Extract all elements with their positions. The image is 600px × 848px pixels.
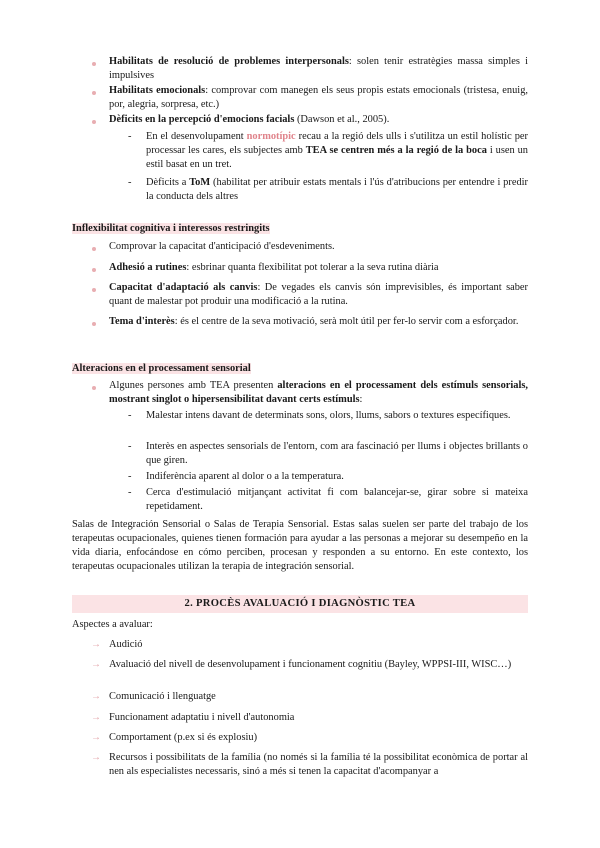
sub-item-text: i usen un estil basat en un tret. bbox=[146, 145, 528, 170]
sub-item-text: Cerca d'estimulació mitjançant activitat fi com balancejar-se, girar sobre si mateixa repetidament. bbox=[146, 487, 528, 512]
sub-list-item bbox=[146, 176, 528, 204]
bullet-icon bbox=[92, 288, 96, 292]
sub-list-item bbox=[146, 470, 528, 484]
sub-list-item bbox=[146, 409, 528, 423]
highlight-word: normotípic bbox=[246, 131, 296, 142]
item-text: : solen tenir estratègies massa simples i impulsives bbox=[109, 56, 529, 81]
item-text: : esbrinar quanta flexibilitat pot tolerar a la seva rutina diària bbox=[186, 262, 439, 273]
sub-item-bold: TEA se centren més a la regió de la boca bbox=[305, 145, 487, 156]
dash-marker: - bbox=[128, 410, 132, 421]
item-bold: Capacitat d'adaptació als canvis bbox=[109, 282, 258, 293]
sub-item-text: Dèficits a bbox=[146, 177, 190, 188]
dash-marker: - bbox=[128, 487, 132, 498]
body-paragraph: Salas de Integración Sensorial o Salas de Terapia Sensorial. Estas salas suelen ser parte del trabajo de los terapeutas ocupacionales, quienes tienen formación para ayudar a las personas a mejorar su desempeño en la vida diaria, enfocándose en cómo perciben, procesan y responden a su entorno. En este contexto, los terapeutas ocupacionales utilizan la terapia de integración sensorial. bbox=[72, 519, 528, 572]
sub-item-text: Indiferència aparent al dolor o a la temperatura. bbox=[146, 471, 344, 482]
list-item bbox=[109, 240, 528, 254]
list-item bbox=[109, 281, 528, 309]
sub-item-text: Interès en aspectes sensorials de l'entorn, com ara fascinació per llums i objectes brillants o que giren. bbox=[146, 441, 528, 466]
sub-item-text: recau a la regió dels ulls i s'utilitza un estil holístic per processar les cares, els subjectes amb bbox=[146, 131, 528, 156]
sub-item-bold: ToM bbox=[189, 177, 211, 188]
section-banner: 2. PROCÈS AVALUACIÓ I DIAGNÒSTIC TEA bbox=[72, 595, 528, 613]
list-item: Comunicació i llenguatge bbox=[109, 691, 216, 702]
item-bold: Habilitats emocionals bbox=[109, 85, 206, 96]
item-bold: Dèficits en la percepció d'emocions facials bbox=[109, 114, 295, 125]
list-item bbox=[109, 261, 528, 275]
bullet-icon bbox=[92, 322, 96, 326]
arrow-right-icon: → bbox=[91, 659, 101, 670]
section-heading bbox=[72, 222, 270, 236]
item-bold: Tema d'interès bbox=[109, 316, 175, 327]
list-item bbox=[109, 84, 528, 112]
list-item bbox=[109, 113, 528, 127]
dash-marker: - bbox=[128, 177, 132, 188]
item-text: : és el centre de la seva motivació, serà molt útil per fer-lo servir com a esforçador. bbox=[174, 316, 519, 327]
sub-item-text: Malestar intens davant de determinats sons, olors, llums, sabors o textures específiques. bbox=[146, 410, 511, 421]
list-item bbox=[109, 55, 528, 83]
sub-item-text: (habilitat per atribuir estats mentals i l'ús d'atribucions per entendre i predir la conducta dels altres bbox=[146, 177, 528, 202]
list-item bbox=[109, 315, 528, 329]
dash-marker: - bbox=[128, 441, 132, 452]
list-item: Comportament (p.ex si és explosiu) bbox=[109, 732, 258, 743]
arrow-right-icon: → bbox=[91, 752, 101, 763]
item-bold: alteracions en el processament dels estímuls sensorials, mostrant singlot o hipersensibilitat davant certs estímuls bbox=[109, 380, 528, 405]
list-item: Recursos i possibilitats de la família (no només si la família té la possibilitat econòmica de portar al nen als especialistes necessaris, sinó a més si tenen la capacitat d'acompanyar a bbox=[109, 752, 528, 777]
list-item: Funcionament adaptatiu i nivell d'autonomia bbox=[109, 712, 295, 723]
item-text: Algunes persones amb TEA presenten bbox=[109, 380, 278, 391]
bullet-icon bbox=[92, 386, 96, 390]
sub-list-item bbox=[146, 440, 528, 468]
bullet-icon bbox=[92, 62, 96, 66]
sub-item-text: En el desenvolupament bbox=[146, 131, 247, 142]
lead-text: Aspectes a avaluar: bbox=[72, 619, 153, 630]
item-text: (Dawson et al., 2005). bbox=[294, 114, 390, 125]
dash-marker: - bbox=[128, 131, 132, 142]
item-text: : De vegades els canvis són imprevisibles, és important saber quant de malestar pot produir una modificació a la rutina. bbox=[109, 282, 528, 307]
item-text: : bbox=[359, 394, 363, 405]
list-item: Avaluació del nivell de desenvolupament i funcionament cognitiu (Bayley, WPPSI-III, WISC…) bbox=[109, 659, 512, 670]
section-heading bbox=[72, 362, 251, 376]
bullet-icon bbox=[92, 120, 96, 124]
arrow-right-icon: → bbox=[91, 732, 101, 743]
arrow-right-icon: → bbox=[91, 691, 101, 702]
arrow-right-icon: → bbox=[91, 712, 101, 723]
item-text: Comprovar la capacitat d'anticipació d'esdeveniments. bbox=[109, 241, 335, 252]
bullet-icon bbox=[92, 247, 96, 251]
dash-marker: - bbox=[128, 471, 132, 482]
list-item bbox=[109, 379, 528, 407]
section-heading-text: Inflexibilitat cognitiva i interessos restringits bbox=[72, 223, 270, 234]
bullet-icon bbox=[92, 91, 96, 95]
item-bold: Adhesió a rutines bbox=[109, 262, 187, 273]
sub-list-item bbox=[146, 130, 528, 172]
item-bold: Habilitats de resolució de problemes interpersonals bbox=[109, 56, 349, 67]
section-heading-text: Alteracions en el processament sensorial bbox=[72, 363, 251, 374]
bullet-icon bbox=[92, 268, 96, 272]
sub-list-item bbox=[146, 486, 528, 514]
arrow-right-icon: → bbox=[91, 639, 101, 650]
list-item: Audició bbox=[109, 639, 143, 650]
item-text: : comprovar com manegen els seus propis estats emocionals (tristesa, enuig, por, alegria, sorpresa, etc.) bbox=[109, 85, 528, 110]
